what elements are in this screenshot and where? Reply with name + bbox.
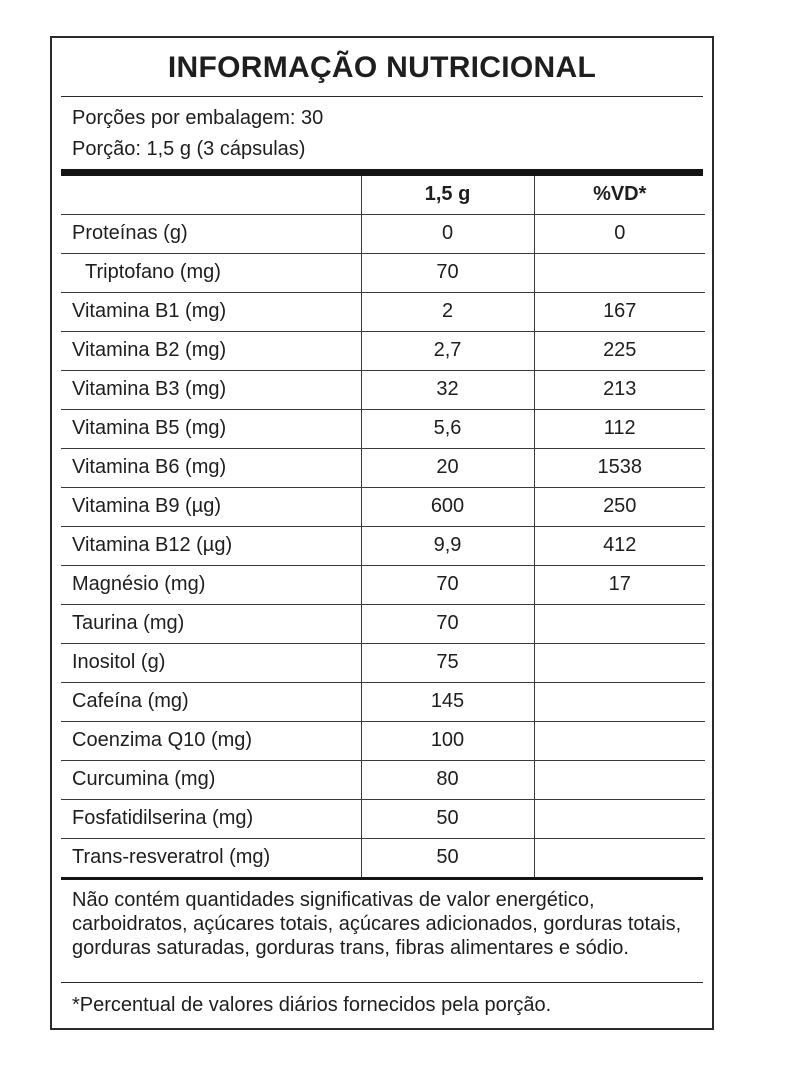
serving-info — [52, 97, 712, 169]
table-row — [61, 721, 705, 760]
nutrient-name: Curcumina (mg) — [61, 760, 361, 799]
header-nutrient — [61, 176, 361, 214]
nutrient-amount: 70 — [361, 253, 534, 292]
label-title: INFORMAÇÃO NUTRICIONAL — [167, 51, 597, 84]
nutrient-amount: 32 — [361, 370, 534, 409]
nutrient-amount: 2 — [361, 292, 534, 331]
nutrient-daily-value: 412 — [534, 526, 705, 565]
table-row — [61, 253, 705, 292]
nutrient-daily-value — [534, 838, 705, 877]
table-row — [61, 760, 705, 799]
nutrient-amount: 75 — [361, 643, 534, 682]
nutrition-table — [61, 176, 705, 877]
nutrient-daily-value: 225 — [534, 331, 705, 370]
servings-per-package: Porções por embalagem: 30 — [72, 107, 324, 129]
nutrient-daily-value — [534, 682, 705, 721]
table-header-row — [61, 176, 705, 214]
nutrient-amount: 70 — [361, 565, 534, 604]
table-body — [61, 214, 705, 877]
nutrient-amount: 600 — [361, 487, 534, 526]
serving-size: Porção: 1,5 g (3 cápsulas) — [72, 138, 306, 160]
table-row — [61, 370, 705, 409]
nutrient-amount: 145 — [361, 682, 534, 721]
nutrient-daily-value: 1538 — [534, 448, 705, 487]
table-row — [61, 448, 705, 487]
nutrient-daily-value — [534, 604, 705, 643]
nutrient-name: Vitamina B6 (mg) — [61, 448, 361, 487]
table-row — [61, 565, 705, 604]
table-row — [61, 526, 705, 565]
nutrition-facts-label — [50, 36, 714, 1030]
nutrient-name: Taurina (mg) — [61, 604, 361, 643]
nutrient-daily-value: 17 — [534, 565, 705, 604]
nutrient-amount: 20 — [361, 448, 534, 487]
nutrient-name: Vitamina B3 (mg) — [61, 370, 361, 409]
nutrient-amount: 5,6 — [361, 409, 534, 448]
table-row — [61, 604, 705, 643]
nutrient-amount: 50 — [361, 838, 534, 877]
nutrient-daily-value: 112 — [534, 409, 705, 448]
nutrient-name: Trans-resveratrol (mg) — [72, 846, 271, 869]
nutrient-name: Vitamina B1 (mg) — [61, 292, 361, 331]
nutrient-name: Magnésio (mg) — [61, 565, 361, 604]
nutrient-amount: 0 — [361, 214, 534, 253]
nutrient-name: Vitamina B9 (µg) — [61, 487, 361, 526]
nutrient-name: Proteínas (g) — [61, 214, 361, 253]
nutrient-amount: 80 — [361, 760, 534, 799]
nutrient-daily-value — [534, 760, 705, 799]
nutrient-name: Cafeína (mg) — [61, 682, 361, 721]
nutrient-daily-value: 250 — [534, 487, 705, 526]
nutrient-daily-value: 213 — [534, 370, 705, 409]
footnote: *Percentual de valores diários fornecidos pela porção. — [72, 994, 552, 1016]
table-row — [61, 682, 705, 721]
nutrient-daily-value — [534, 253, 705, 292]
nutrient-amount: 50 — [361, 799, 534, 838]
nutrient-name: Inositol (g) — [61, 643, 361, 682]
table-row — [61, 331, 705, 370]
table-row — [61, 799, 705, 838]
nutrient-name: Vitamina B12 (µg) — [61, 526, 361, 565]
nutrient-name: Triptofano (mg) — [61, 253, 361, 292]
nutrient-name: Vitamina B5 (mg) — [61, 409, 361, 448]
nutrient-amount: 2,7 — [361, 331, 534, 370]
table-row — [61, 838, 705, 877]
disclaimer-note: Não contém quantidades significativas de valor energético, carboidratos, açúcares totais, açúcares adicionados, gorduras totais, gorduras saturadas, gorduras trans, fibras alimentares e sódio. — [72, 889, 682, 959]
nutrient-daily-value — [534, 721, 705, 760]
nutrient-name: Coenzima Q10 (mg) — [61, 721, 361, 760]
nutrient-daily-value: 167 — [534, 292, 705, 331]
nutrient-amount: 100 — [361, 721, 534, 760]
table-row — [61, 409, 705, 448]
header-amount: 1,5 g — [361, 176, 534, 214]
header-daily-value: %VD* — [534, 176, 705, 214]
nutrient-amount: 70 — [361, 604, 534, 643]
nutrient-daily-value: 0 — [534, 214, 705, 253]
table-row — [61, 292, 705, 331]
table-row — [61, 643, 705, 682]
nutrient-amount: 9,9 — [361, 526, 534, 565]
nutrient-daily-value — [534, 643, 705, 682]
nutrient-name: Vitamina B2 (mg) — [61, 331, 361, 370]
table-row — [61, 487, 705, 526]
nutrient-name: Fosfatidilserina (mg) — [61, 799, 361, 838]
thick-divider — [61, 169, 703, 176]
table-row — [61, 214, 705, 253]
nutrient-daily-value — [534, 799, 705, 838]
